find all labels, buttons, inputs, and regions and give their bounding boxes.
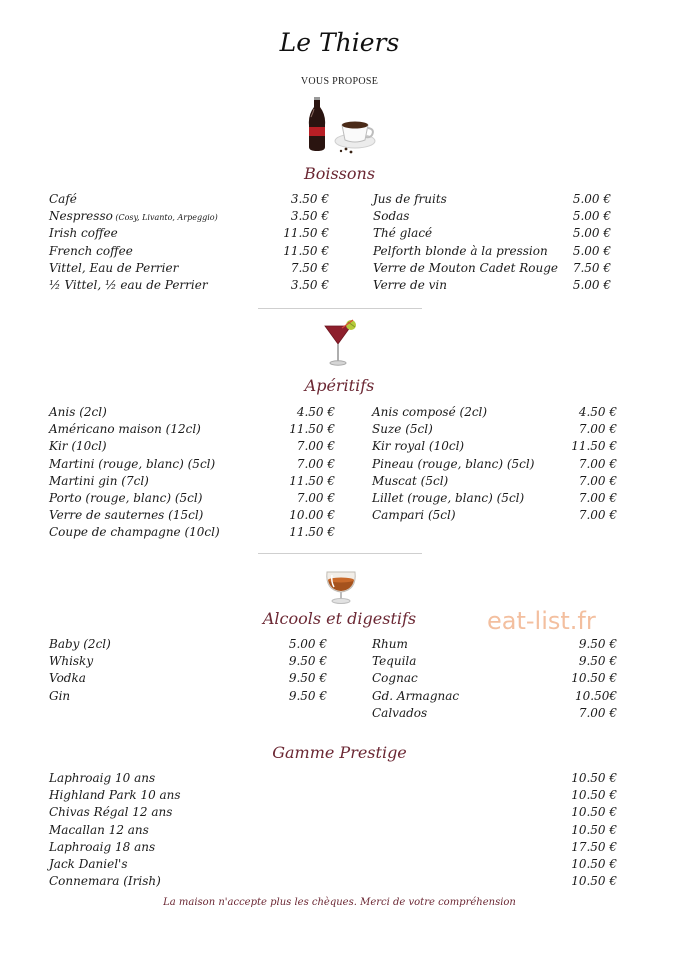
menu-item-name: Baby (2cl) — [49, 637, 111, 651]
menu-item-name: Sodas — [373, 209, 410, 224]
menu-item-price: 11.50 € — [571, 439, 617, 454]
menu-item-name: Martini (rouge, blanc) (5cl) — [49, 456, 216, 471]
menu-item-name: Verre de Mouton Cadet Rouge — [373, 260, 559, 275]
menu-item — [49, 243, 329, 260]
menu-item — [49, 653, 327, 670]
menu-item-name: Gd. Armagnac — [372, 688, 460, 703]
menu-item-name: Anis (2cl) — [49, 405, 107, 419]
menu-item-name: Rhum — [372, 637, 408, 651]
menu-item-name: Suze (5cl) — [372, 422, 433, 437]
menu-item — [49, 856, 617, 873]
menu-item — [373, 191, 611, 208]
menu-item-price: 9.50 € — [288, 671, 327, 686]
menu-item-name: Laphroaig 18 ans — [49, 839, 156, 854]
menu-item-price: 9.50 € — [288, 688, 327, 703]
menu-item-price: 11.50 € — [289, 473, 335, 488]
menu-item-note: (Cosy, Livanto, Arpeggio) — [112, 213, 218, 223]
menu-item-name: Café — [49, 192, 77, 206]
menu-item-name: Jack Daniel's — [49, 857, 128, 871]
menu-item — [372, 404, 617, 421]
cocktail-glass-icon — [322, 318, 360, 368]
menu-item — [373, 260, 611, 277]
menu-item — [372, 688, 617, 705]
menu-item-name: Martini gin (7cl) — [49, 473, 149, 488]
menu-item-name: Calvados — [372, 705, 428, 720]
menu-item-price: 11.50 € — [289, 422, 335, 437]
menu-item-name: Anis composé (2cl) — [372, 405, 488, 419]
section-title-aperitifs: Apéritifs — [304, 376, 375, 395]
menu-item — [49, 822, 617, 839]
menu-item-name: Macallan 12 ans — [49, 822, 149, 837]
menu-item-name: Kir (10cl) — [49, 439, 107, 454]
menu-item — [49, 473, 335, 490]
menu-item-price: 7.50 € — [572, 260, 611, 275]
menu-item-price: 10.00 € — [289, 508, 335, 523]
menu-item-price: 7.00 € — [578, 456, 617, 471]
menu-item-price: 10.50 € — [571, 857, 617, 871]
menu-item — [49, 873, 617, 890]
menu-item-price: 7.00 € — [578, 422, 617, 437]
menu-item — [49, 507, 335, 524]
menu-item-name: Tequila — [372, 654, 417, 669]
menu-item-price: 7.00 € — [578, 491, 617, 505]
menu-item-price: 9.50 € — [578, 654, 617, 669]
menu-item-name: Porto (rouge, blanc) (5cl) — [49, 491, 203, 505]
menu-item-name: Irish coffee — [49, 226, 118, 241]
menu-item-price: 11.50 € — [283, 226, 329, 241]
menu-item-name: Pelforth blonde à la pression — [373, 243, 548, 258]
menu-item — [372, 636, 617, 653]
menu-item-price: 3.50 € — [290, 209, 329, 224]
coffee-cup-icon — [334, 113, 378, 155]
menu-item-price: 5.00 € — [572, 278, 611, 292]
menu-item-price: 5.00 € — [572, 226, 611, 241]
menu-item — [49, 804, 617, 821]
menu-item-name: Lillet (rouge, blanc) (5cl) — [372, 491, 525, 505]
menu-item-price: 10.50 € — [571, 822, 617, 837]
menu-item-price: 17.50 € — [571, 839, 617, 854]
menu-item — [372, 421, 617, 438]
menu-item — [49, 490, 335, 507]
menu-item-price: 11.50 € — [283, 243, 329, 258]
menu-item-price: 3.50 € — [290, 278, 329, 292]
menu-item-name: Chivas Régal 12 ans — [49, 805, 173, 820]
menu-item — [49, 688, 327, 705]
menu-item — [372, 438, 617, 455]
menu-item-price: 5.00 € — [572, 209, 611, 224]
menu-item-price: 7.50 € — [290, 260, 329, 275]
menu-item-name: Whisky — [49, 654, 94, 669]
menu-item-price: 10.50 € — [571, 805, 617, 820]
menu-item-name: Muscat (5cl) — [372, 473, 449, 488]
menu-item — [49, 208, 329, 225]
menu-item-price: 7.00 € — [578, 705, 617, 720]
cognac-glass-icon — [322, 560, 360, 606]
menu-item — [372, 670, 617, 687]
menu-item — [372, 490, 617, 507]
menu-item — [49, 524, 335, 541]
menu-item-name: Vodka — [49, 671, 86, 686]
menu-item — [49, 770, 617, 787]
menu-item-price: 7.00 € — [578, 473, 617, 488]
subtitle: VOUS PROPOSE — [300, 76, 379, 87]
restaurant-name: Le Thiers — [279, 28, 400, 57]
menu-item-price: 7.00 € — [296, 439, 335, 454]
menu-item — [373, 277, 611, 294]
menu-item-name: ½ Vittel, ½ eau de Perrier — [49, 278, 208, 292]
menu-item — [372, 456, 617, 473]
menu-item — [49, 636, 327, 653]
menu-item — [49, 260, 329, 277]
menu-item — [49, 456, 335, 473]
menu-item — [49, 670, 327, 687]
menu-item — [49, 277, 329, 294]
menu-item-price: 7.00 € — [578, 508, 617, 523]
menu-item — [49, 421, 335, 438]
menu-item-price: 11.50 € — [289, 525, 335, 540]
menu-item-price: 9.50 € — [578, 637, 617, 651]
menu-item-name: Laphroaig 10 ans — [49, 771, 156, 785]
divider — [258, 308, 422, 309]
menu-item-price: 5.00 € — [572, 243, 611, 258]
menu-item-name: Verre de vin — [373, 278, 447, 292]
section-title-prestige: Gamme Prestige — [272, 743, 407, 762]
footer-note: La maison n'accepte plus les chèques. Merci de votre compréhension — [163, 897, 516, 908]
menu-item — [372, 473, 617, 490]
menu-item — [49, 787, 617, 804]
menu-item-price: 4.50 € — [296, 405, 335, 419]
menu-item — [372, 507, 617, 524]
menu-item-price: 3.50 € — [290, 192, 329, 206]
menu-item-name: Vittel, Eau de Perrier — [49, 260, 179, 275]
menu-item-price: 5.00 € — [572, 192, 611, 206]
menu-item-price: 10.50 € — [571, 771, 617, 785]
section-title-alcools: Alcools et digestifs — [262, 609, 417, 628]
menu-item-name: Jus de fruits — [373, 192, 447, 206]
menu-item — [373, 243, 611, 260]
divider — [258, 553, 422, 554]
menu-item-price: 7.00 € — [296, 491, 335, 505]
menu-item-name: Coupe de champagne (10cl) — [49, 525, 220, 540]
menu-item-price: 10.50 € — [571, 671, 617, 686]
menu-item — [373, 225, 611, 242]
menu-item-price: 5.00 € — [288, 637, 327, 651]
menu-item-price: 10.50 € — [571, 788, 617, 803]
menu-item-name: Campari (5cl) — [372, 508, 456, 523]
watermark: eat-list.fr — [487, 607, 596, 635]
menu-item — [49, 438, 335, 455]
menu-item-name: Thé glacé — [373, 226, 433, 241]
soda-bottle-icon — [304, 97, 330, 153]
menu-item — [49, 404, 335, 421]
menu-item-price: 4.50 € — [578, 405, 617, 419]
menu-item-name: French coffee — [49, 243, 133, 258]
menu-item — [373, 208, 611, 225]
menu-item — [49, 225, 329, 242]
menu-item — [49, 191, 329, 208]
menu-item — [372, 705, 617, 722]
menu-item-name: Connemara (Irish) — [49, 874, 161, 889]
menu-item-name: Verre de sauternes (15cl) — [49, 508, 204, 523]
menu-item-name: Pineau (rouge, blanc) (5cl) — [372, 456, 535, 471]
menu-item-price: 9.50 € — [288, 654, 327, 669]
menu-item-price: 7.00 € — [296, 456, 335, 471]
menu-item-name: Highland Park 10 ans — [49, 788, 181, 803]
menu-item — [49, 839, 617, 856]
menu-item-name: Nespresso (Cosy, Livanto, Arpeggio) — [49, 209, 218, 224]
menu-item-price: 10.50 € — [571, 874, 617, 889]
menu-item-name: Cognac — [372, 671, 418, 686]
menu-item-name: Kir royal (10cl) — [372, 439, 465, 454]
menu-item-name: Gin — [49, 688, 71, 703]
section-title-boissons: Boissons — [303, 164, 376, 183]
menu-item — [372, 653, 617, 670]
menu-item-name: Américano maison (12cl) — [49, 422, 201, 437]
menu-item-price: 10.50€ — [575, 688, 617, 703]
